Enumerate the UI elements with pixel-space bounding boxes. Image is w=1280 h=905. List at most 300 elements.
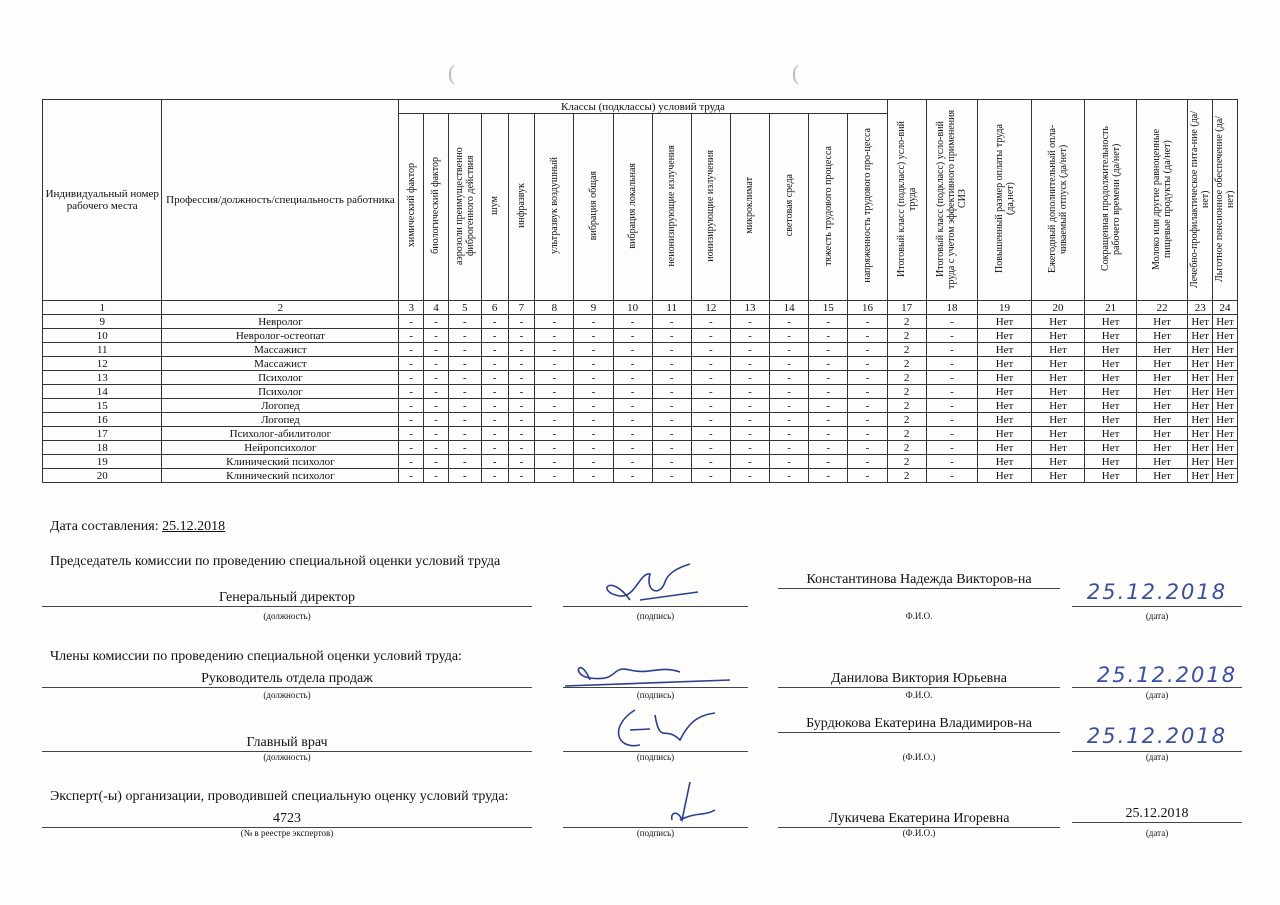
benefit-value: Нет: [978, 413, 1032, 427]
factor-value: -: [508, 469, 535, 483]
benefit-value: Нет: [1031, 469, 1085, 483]
factor-value: -: [424, 371, 449, 385]
header-id: Индивидуальный номер рабочего места: [43, 100, 162, 301]
factor-value: -: [574, 413, 613, 427]
header-result: Сокращенная продолжительность рабочего времени (да/нет): [1085, 100, 1137, 301]
scan-mark: (: [448, 60, 456, 85]
table-row: [43, 455, 1238, 469]
factor-value: -: [481, 385, 508, 399]
benefit-value: Нет: [978, 399, 1032, 413]
date-value: 25.12.2018: [162, 519, 226, 534]
factor-value: -: [809, 413, 848, 427]
benefit-value: Нет: [1031, 441, 1085, 455]
table-row: [43, 413, 1238, 427]
factor-value: -: [481, 441, 508, 455]
benefit-value: Нет: [1188, 469, 1213, 483]
header-factor: биологический фактор: [424, 114, 449, 301]
final-class-siz: -: [926, 329, 978, 343]
factor-value: -: [691, 441, 730, 455]
factor-value: -: [652, 399, 691, 413]
benefit-value: Нет: [978, 329, 1032, 343]
factor-value: -: [770, 441, 809, 455]
caption-fio-paren: (Ф.И.О.): [902, 828, 936, 838]
factor-value: -: [770, 385, 809, 399]
factor-value: -: [613, 385, 652, 399]
caption-signature: (подпись): [636, 690, 675, 700]
factor-value: -: [508, 427, 535, 441]
factor-value: -: [691, 399, 730, 413]
factor-value: -: [613, 413, 652, 427]
header-factor: тяжесть трудового процесса: [809, 114, 848, 301]
factor-value: -: [535, 357, 574, 371]
factor-value: -: [809, 315, 848, 329]
factor-value: -: [691, 427, 730, 441]
header-factor: световая среда: [770, 114, 809, 301]
caption-signature: (подпись): [636, 752, 675, 762]
member2-date-handwritten: 25.12.2018: [1086, 724, 1228, 748]
factor-value: -: [481, 469, 508, 483]
profession: Невролог-остеопат: [162, 329, 399, 343]
benefit-value: Нет: [1188, 315, 1213, 329]
profession: Массажист: [162, 357, 399, 371]
factor-value: -: [848, 441, 887, 455]
caption-date: (дата): [1145, 690, 1169, 700]
factor-value: -: [809, 371, 848, 385]
header-factor: микроклимат: [730, 114, 769, 301]
factor-value: -: [399, 399, 424, 413]
column-number: 9: [574, 301, 613, 315]
caption-position: (должность): [263, 752, 311, 762]
column-number: 1: [43, 301, 162, 315]
factor-value: -: [399, 329, 424, 343]
final-class: 2: [887, 399, 926, 413]
final-class: 2: [887, 469, 926, 483]
factor-value: -: [691, 357, 730, 371]
column-number: 23: [1188, 301, 1213, 315]
factor-value: -: [481, 427, 508, 441]
benefit-value: Нет: [978, 427, 1032, 441]
factor-value: -: [809, 385, 848, 399]
caption-date: (дата): [1145, 611, 1169, 621]
factor-value: -: [770, 399, 809, 413]
final-class: 2: [887, 427, 926, 441]
column-number: 18: [926, 301, 978, 315]
factor-value: -: [652, 469, 691, 483]
column-number: 8: [535, 301, 574, 315]
factor-value: -: [613, 357, 652, 371]
factor-value: -: [508, 385, 535, 399]
benefit-value: Нет: [1213, 469, 1238, 483]
factor-value: -: [424, 357, 449, 371]
member1-name: Данилова Виктория Юрьевна: [778, 671, 1060, 688]
benefit-value: Нет: [1188, 329, 1213, 343]
header-factor: ультразвук воздушный: [535, 114, 574, 301]
factor-value: -: [448, 371, 481, 385]
benefit-value: Нет: [1031, 357, 1085, 371]
benefit-value: Нет: [1031, 427, 1085, 441]
table-row: [43, 329, 1238, 343]
member1-signature: [560, 650, 740, 695]
final-class: 2: [887, 441, 926, 455]
final-class-siz: -: [926, 441, 978, 455]
date-label: Дата составления:: [50, 519, 159, 534]
profession: Массажист: [162, 343, 399, 357]
factor-value: -: [848, 357, 887, 371]
factor-value: -: [691, 329, 730, 343]
workplace-id: 13: [43, 371, 162, 385]
header-result: Итоговый класс (подкласс) усло-вий труда: [887, 100, 926, 301]
final-class-siz: -: [926, 413, 978, 427]
factor-value: -: [481, 343, 508, 357]
column-number: 16: [848, 301, 887, 315]
factor-value: -: [481, 357, 508, 371]
chair-name: Константинова Надежда Викторов-на: [778, 572, 1060, 589]
benefit-value: Нет: [1188, 357, 1213, 371]
benefit-value: Нет: [978, 469, 1032, 483]
benefit-value: Нет: [978, 441, 1032, 455]
benefit-value: Нет: [1085, 413, 1137, 427]
column-number: 20: [1031, 301, 1085, 315]
benefit-value: Нет: [1188, 413, 1213, 427]
caption-date: (дата): [1145, 752, 1169, 762]
factor-value: -: [399, 371, 424, 385]
factor-value: -: [535, 413, 574, 427]
factor-value: -: [730, 441, 769, 455]
column-number: 12: [691, 301, 730, 315]
factor-value: -: [424, 315, 449, 329]
benefit-value: Нет: [1136, 357, 1188, 371]
factor-value: -: [424, 329, 449, 343]
factor-value: -: [652, 427, 691, 441]
factor-value: -: [508, 357, 535, 371]
factor-value: -: [481, 371, 508, 385]
final-class-siz: -: [926, 455, 978, 469]
final-class: 2: [887, 357, 926, 371]
factor-value: -: [652, 357, 691, 371]
final-class: 2: [887, 343, 926, 357]
member1-date-handwritten: 25.12.2018: [1096, 663, 1238, 687]
header-result: Итоговый класс (подкласс) усло-вий труда с учетом эффективного применения СИЗ: [926, 100, 978, 301]
benefit-value: Нет: [978, 315, 1032, 329]
factor-value: -: [613, 343, 652, 357]
factor-value: -: [613, 329, 652, 343]
factor-value: -: [848, 343, 887, 357]
chair-signature: [590, 562, 700, 612]
column-number: 13: [730, 301, 769, 315]
header-factor: шум: [481, 114, 508, 301]
factor-value: -: [730, 357, 769, 371]
benefit-value: Нет: [1188, 455, 1213, 469]
factor-value: -: [574, 427, 613, 441]
final-class: 2: [887, 329, 926, 343]
column-number: 10: [613, 301, 652, 315]
benefit-value: Нет: [1136, 385, 1188, 399]
factor-value: -: [613, 399, 652, 413]
factor-value: -: [535, 343, 574, 357]
header-factor: вибрация общая: [574, 114, 613, 301]
factor-value: -: [809, 329, 848, 343]
factor-value: -: [730, 329, 769, 343]
final-class: 2: [887, 371, 926, 385]
factor-value: -: [652, 455, 691, 469]
header-factor: химический фактор: [399, 114, 424, 301]
factor-value: -: [848, 399, 887, 413]
factor-value: -: [652, 441, 691, 455]
factor-value: -: [809, 357, 848, 371]
scan-mark: (: [792, 60, 800, 85]
factor-value: -: [613, 469, 652, 483]
factor-value: -: [508, 441, 535, 455]
factor-value: -: [652, 371, 691, 385]
factor-value: -: [448, 441, 481, 455]
factor-value: -: [730, 315, 769, 329]
factor-value: -: [574, 385, 613, 399]
workplace-id: 15: [43, 399, 162, 413]
caption-signature: (подпись): [636, 611, 675, 621]
factor-value: -: [508, 343, 535, 357]
benefit-value: Нет: [1188, 343, 1213, 357]
benefit-value: Нет: [1085, 427, 1137, 441]
factor-value: -: [508, 329, 535, 343]
header-factor: вибрация локальная: [613, 114, 652, 301]
profession: Клинический психолог: [162, 469, 399, 483]
factor-value: -: [652, 315, 691, 329]
factor-value: -: [652, 329, 691, 343]
benefit-value: Нет: [978, 357, 1032, 371]
final-class-siz: -: [926, 371, 978, 385]
factor-value: -: [481, 329, 508, 343]
caption-fio-paren: (Ф.И.О.): [902, 752, 936, 762]
factor-value: -: [809, 427, 848, 441]
column-number: 19: [978, 301, 1032, 315]
factor-value: -: [424, 343, 449, 357]
factor-value: -: [809, 343, 848, 357]
benefit-value: Нет: [1136, 399, 1188, 413]
member2-position: Главный врач: [42, 735, 532, 752]
benefit-value: Нет: [1085, 357, 1137, 371]
factor-value: -: [481, 413, 508, 427]
expert-registry-number: 4723: [42, 811, 532, 828]
column-number: 4: [424, 301, 449, 315]
header-factor: неионизирующие излучения: [652, 114, 691, 301]
factor-value: -: [848, 427, 887, 441]
factor-value: -: [448, 357, 481, 371]
table-row: [43, 371, 1238, 385]
header-profession: Профессия/должность/специальность работника: [162, 100, 399, 301]
factor-value: -: [399, 385, 424, 399]
factor-value: -: [448, 343, 481, 357]
factor-value: -: [535, 427, 574, 441]
benefit-value: Нет: [1085, 399, 1137, 413]
profession: Логопед: [162, 399, 399, 413]
factor-value: -: [770, 357, 809, 371]
benefit-value: Нет: [1085, 385, 1137, 399]
benefit-value: Нет: [1136, 469, 1188, 483]
benefit-value: Нет: [1136, 413, 1188, 427]
header-factor: напряженность трудового про-цесса: [848, 114, 887, 301]
header-result: Ежегодный дополнительный опла-чиваемый отпуск (да/нет): [1031, 100, 1085, 301]
expert-name: Лукичева Екатерина Игоревна: [778, 811, 1060, 828]
caption-date: (дата): [1145, 828, 1169, 838]
factor-value: -: [481, 315, 508, 329]
benefit-value: Нет: [1031, 455, 1085, 469]
factor-value: -: [613, 441, 652, 455]
benefit-value: Нет: [1213, 441, 1238, 455]
member2-signature: [590, 705, 720, 760]
factor-value: -: [691, 343, 730, 357]
factor-value: -: [481, 455, 508, 469]
benefit-value: Нет: [1213, 427, 1238, 441]
column-number: 2: [162, 301, 399, 315]
benefit-value: Нет: [1136, 441, 1188, 455]
factor-value: -: [448, 427, 481, 441]
workplace-id: 9: [43, 315, 162, 329]
benefit-value: Нет: [1136, 329, 1188, 343]
benefit-value: Нет: [1213, 385, 1238, 399]
factor-value: -: [613, 315, 652, 329]
factor-value: -: [424, 441, 449, 455]
header-result: Повышенный размер оплаты труда (да,нет): [978, 100, 1032, 301]
profession: Психолог-абилитолог: [162, 427, 399, 441]
factor-value: -: [574, 455, 613, 469]
factor-value: -: [730, 385, 769, 399]
factor-value: -: [424, 385, 449, 399]
workplace-id: 10: [43, 329, 162, 343]
workplace-id: 19: [43, 455, 162, 469]
column-number: 3: [399, 301, 424, 315]
factor-value: -: [652, 385, 691, 399]
factor-value: -: [770, 413, 809, 427]
factor-value: -: [652, 343, 691, 357]
workplace-id: 17: [43, 427, 162, 441]
factor-value: -: [399, 343, 424, 357]
factor-value: -: [574, 399, 613, 413]
factor-value: -: [399, 413, 424, 427]
benefit-value: Нет: [1188, 399, 1213, 413]
factor-value: -: [730, 427, 769, 441]
column-number: 21: [1085, 301, 1137, 315]
final-class-siz: -: [926, 385, 978, 399]
factor-value: -: [535, 441, 574, 455]
factor-value: -: [508, 399, 535, 413]
factor-value: -: [508, 455, 535, 469]
benefit-value: Нет: [1213, 371, 1238, 385]
column-number: 24: [1213, 301, 1238, 315]
table-row: [43, 469, 1238, 483]
benefit-value: Нет: [1031, 385, 1085, 399]
factor-value: -: [691, 315, 730, 329]
factor-value: -: [613, 371, 652, 385]
factor-value: -: [730, 399, 769, 413]
benefit-value: Нет: [1213, 329, 1238, 343]
benefit-value: Нет: [978, 371, 1032, 385]
profession: Невролог: [162, 315, 399, 329]
factor-value: -: [424, 399, 449, 413]
factor-value: -: [399, 441, 424, 455]
chair-date-handwritten: 25.12.2018: [1086, 580, 1228, 604]
factor-value: -: [730, 469, 769, 483]
factor-value: -: [399, 427, 424, 441]
benefit-value: Нет: [1136, 455, 1188, 469]
factor-value: -: [848, 413, 887, 427]
benefit-value: Нет: [1031, 371, 1085, 385]
factor-value: -: [574, 371, 613, 385]
factor-value: -: [691, 385, 730, 399]
factor-value: -: [809, 441, 848, 455]
factor-value: -: [448, 385, 481, 399]
benefit-value: Нет: [1188, 427, 1213, 441]
factor-value: -: [574, 315, 613, 329]
factor-value: -: [730, 343, 769, 357]
date-line: [50, 519, 225, 535]
factor-value: -: [481, 399, 508, 413]
factor-value: -: [574, 343, 613, 357]
benefit-value: Нет: [1031, 399, 1085, 413]
final-class: 2: [887, 413, 926, 427]
factor-value: -: [652, 413, 691, 427]
members-heading: Члены комиссии по проведению специальной оценки условий труда:: [50, 649, 462, 664]
factor-value: -: [848, 385, 887, 399]
caption-fio: Ф.И.О.: [905, 690, 933, 700]
factor-value: -: [730, 413, 769, 427]
benefit-value: Нет: [1213, 343, 1238, 357]
benefit-value: Нет: [1188, 385, 1213, 399]
table-row: [43, 315, 1238, 329]
factor-value: -: [730, 371, 769, 385]
factor-value: -: [448, 413, 481, 427]
benefit-value: Нет: [1188, 371, 1213, 385]
workplace-id: 18: [43, 441, 162, 455]
factor-value: -: [809, 469, 848, 483]
column-number: 22: [1136, 301, 1188, 315]
benefit-value: Нет: [1031, 343, 1085, 357]
factor-value: -: [399, 469, 424, 483]
caption-registry: (№ в реестре экспертов): [240, 828, 334, 838]
header-factor: ионизирующие излучения: [691, 114, 730, 301]
factor-value: -: [399, 455, 424, 469]
final-class-siz: -: [926, 357, 978, 371]
benefit-value: Нет: [1213, 455, 1238, 469]
column-number: 14: [770, 301, 809, 315]
factor-value: -: [424, 427, 449, 441]
working-conditions-table: [42, 99, 1238, 483]
factor-value: -: [770, 455, 809, 469]
factor-value: -: [574, 469, 613, 483]
final-class-siz: -: [926, 315, 978, 329]
factor-value: -: [424, 455, 449, 469]
final-class: 2: [887, 385, 926, 399]
factor-value: -: [448, 399, 481, 413]
column-number: 6: [481, 301, 508, 315]
column-number: 7: [508, 301, 535, 315]
factor-value: -: [848, 371, 887, 385]
caption-position: (должность): [263, 690, 311, 700]
factor-value: -: [770, 315, 809, 329]
factor-value: -: [613, 455, 652, 469]
factor-value: -: [574, 329, 613, 343]
benefit-value: Нет: [1031, 413, 1085, 427]
table-row: [43, 343, 1238, 357]
benefit-value: Нет: [978, 385, 1032, 399]
factor-value: -: [848, 315, 887, 329]
header-result: Молоко или другие равноценные пищевые продукты (да/нет): [1136, 100, 1188, 301]
factor-value: -: [848, 329, 887, 343]
factor-value: -: [691, 455, 730, 469]
factor-value: -: [574, 357, 613, 371]
factor-value: -: [535, 469, 574, 483]
column-number: 15: [809, 301, 848, 315]
header-result: Лечебно-профилактическое пита-ние (да/нет): [1188, 100, 1213, 301]
